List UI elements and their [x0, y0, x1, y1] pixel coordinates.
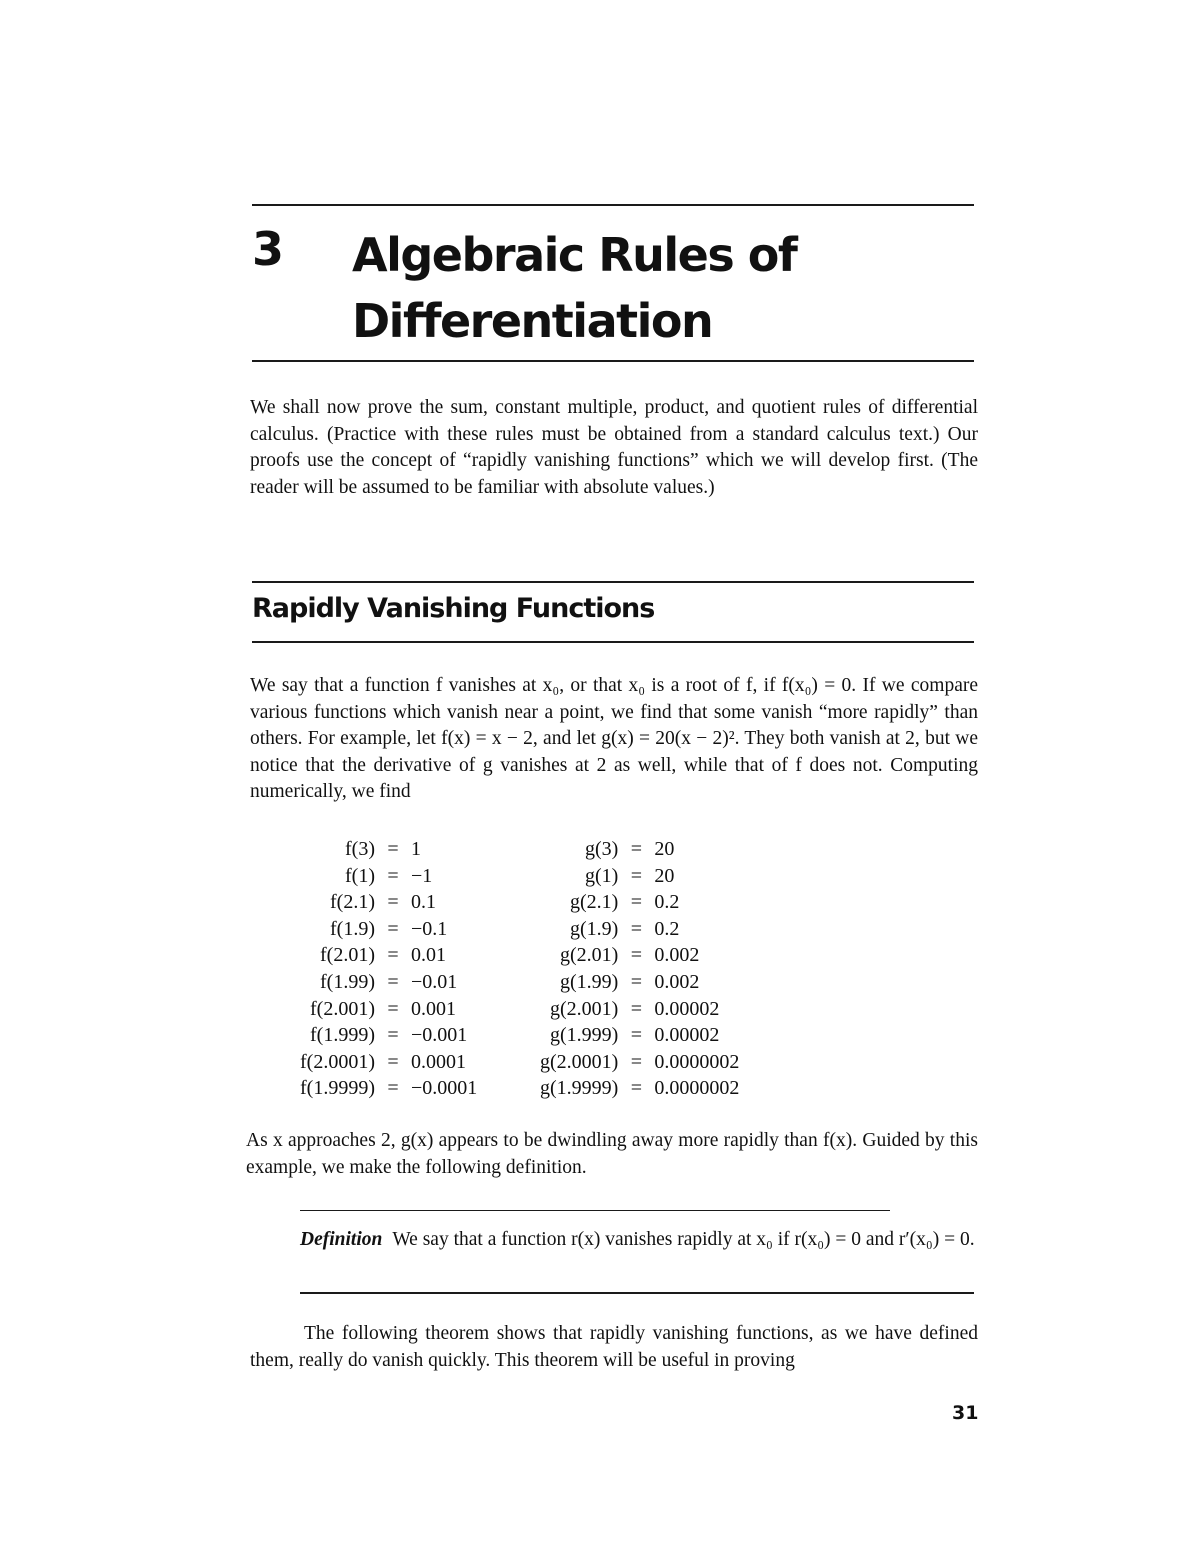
table-row: [300, 836, 477, 863]
table-row: [300, 916, 477, 943]
table-cell-eq: =: [387, 1024, 399, 1047]
table-cell-lhs: g(1.999): [550, 1024, 619, 1047]
table-cell-lhs: f(1.9): [330, 917, 375, 940]
table-cell-eq: =: [387, 838, 399, 860]
table-cell-lhs: f(1.9999): [300, 1077, 375, 1100]
chapter-bottom-rule: [252, 360, 974, 362]
table-cell-rhs: 0.00002: [654, 997, 720, 1020]
section-title: Rapidly Vanishing Functions: [252, 593, 655, 624]
table-cell-rhs: 0.0001: [410, 1050, 466, 1073]
section-top-rule: [252, 581, 974, 583]
table-row: [300, 969, 477, 996]
table-cell-rhs: −0.001: [410, 1024, 468, 1047]
table-cell-lhs: g(1.9999): [540, 1077, 619, 1100]
table-row: [540, 863, 739, 890]
table-cell-rhs: −0.1: [410, 917, 448, 940]
table-cell-lhs: g(1.99): [560, 970, 619, 993]
paragraph-rapidly-vanishing: We say that a function f vanishes at x₀, or that x₀ is a root of f, if f(x₀) = 0. If we compare various functions which vanish near a point, we find that some vanish “more rapidly” than others. For example, let f(x) = x − 2, and let g(x) = 20(x − 2)². They both vanish at 2, but we notice that the derivative of g vanishes at 2 as well, while that of f does not. Computing numerically, we find: [250, 675, 978, 803]
table-cell-rhs: −0.01: [410, 970, 458, 993]
page-number: 31: [952, 1402, 979, 1424]
table-cell-rhs: 0.001: [410, 997, 456, 1020]
table-row: [540, 1022, 739, 1049]
table-cell-rhs: 0.00002: [654, 1024, 720, 1047]
definition-top-rule: [300, 1210, 890, 1211]
chapter-title-line2: Differentiation: [352, 294, 713, 348]
table-row: [540, 836, 739, 863]
table-cell-lhs: f(2.1): [330, 891, 375, 914]
table-cell-rhs: 1: [410, 838, 421, 860]
table-cell-eq: =: [387, 891, 399, 914]
table-cell-rhs: 20: [654, 838, 675, 860]
table-cell-rhs: 0.0000002: [654, 1077, 740, 1100]
table-row: [300, 1049, 477, 1076]
table-row: [540, 889, 739, 916]
table-cell-eq: =: [630, 944, 642, 967]
table-cell-eq: =: [387, 970, 399, 993]
table-cell-eq: =: [630, 891, 642, 914]
table-cell-rhs: 0.002: [654, 970, 700, 993]
table-cell-eq: =: [387, 1050, 399, 1073]
table-row: [300, 889, 477, 916]
table-row: [540, 942, 739, 969]
chapter-top-rule: [252, 204, 974, 206]
table-cell-lhs: f(1): [345, 864, 375, 887]
table-cell-eq: =: [630, 1050, 642, 1073]
table-cell-lhs: g(1): [585, 864, 619, 887]
table-row: [300, 942, 477, 969]
table-cell-lhs: g(3): [585, 838, 619, 860]
definition-box: [300, 1226, 976, 1253]
table-cell-eq: =: [630, 864, 642, 887]
table-cell-lhs: g(2.1): [570, 891, 619, 914]
paragraph-dwindling: As x approaches 2, g(x) appears to be dwindling away more rapidly than f(x). Guided by this example, we make the following definition.: [246, 1130, 978, 1178]
table-row: [540, 1049, 739, 1076]
table-cell-lhs: g(2.001): [550, 997, 619, 1020]
table-cell-lhs: f(2.0001): [300, 1050, 375, 1073]
table-row: [300, 1075, 477, 1102]
table-row: [540, 916, 739, 943]
table-cell-eq: =: [630, 917, 642, 940]
table-cell-lhs: f(1.999): [310, 1024, 375, 1047]
table-cell-rhs: 0.2: [654, 891, 680, 914]
table-cell-rhs: 0.01: [410, 944, 446, 967]
f-values-table: [300, 836, 477, 1102]
table-cell-lhs: f(1.99): [320, 970, 375, 993]
table-cell-rhs: 0.002: [654, 944, 700, 967]
table-cell-eq: =: [387, 944, 399, 967]
table-cell-eq: =: [630, 997, 642, 1020]
g-values-table: [540, 836, 739, 1102]
table-row: [540, 996, 739, 1023]
section-bottom-rule: [252, 641, 974, 643]
table-cell-eq: =: [630, 838, 642, 860]
table-row: [300, 1022, 477, 1049]
table-cell-rhs: −0.0001: [410, 1077, 478, 1100]
table-row: [540, 1075, 739, 1102]
table-cell-rhs: 0.2: [654, 917, 680, 940]
chapter-title: [352, 222, 952, 354]
table-cell-rhs: 0.1: [410, 891, 436, 914]
table-cell-eq: =: [387, 917, 399, 940]
table-cell-lhs: f(2.01): [320, 944, 375, 967]
table-cell-lhs: g(1.9): [570, 917, 619, 940]
table-cell-eq: =: [630, 1077, 642, 1100]
table-row: [300, 863, 477, 890]
table-cell-rhs: 20: [654, 864, 675, 887]
table-cell-rhs: 0.0000002: [654, 1050, 740, 1073]
table-cell-lhs: f(3): [345, 838, 375, 860]
definition-label: Definition: [300, 1229, 383, 1250]
table-cell-eq: =: [387, 864, 399, 887]
intro-paragraph: We shall now prove the sum, constant multiple, product, and quotient rules of differential calculus. (Practice with these rules must be obtained from a standard calculus text.) Our proofs use the concept of “rapidly vanishing functions” which we will develop first. (The reader will be assumed to be familiar with absolute values.): [250, 397, 978, 498]
table-cell-lhs: g(2.01): [560, 944, 619, 967]
table-row: [540, 969, 739, 996]
chapter-number: 3: [252, 222, 284, 276]
table-cell-eq: =: [630, 1024, 642, 1047]
table-cell-rhs: −1: [410, 864, 433, 887]
definition-bottom-rule: [300, 1292, 974, 1294]
table-cell-eq: =: [387, 1077, 399, 1100]
table-cell-lhs: f(2.001): [310, 997, 375, 1020]
chapter-title-line1: Algebraic Rules of: [352, 228, 797, 282]
table-cell-lhs: g(2.0001): [540, 1050, 619, 1073]
table-cell-eq: =: [630, 970, 642, 993]
table-row: [300, 996, 477, 1023]
paragraph-theorem-intro: The following theorem shows that rapidly vanishing functions, as we have defined them, really do vanish quickly. This theorem will be useful in proving: [250, 1323, 978, 1371]
table-cell-eq: =: [387, 997, 399, 1020]
definition-text: We say that a function r(x) vanishes rapidly at x₀ if r(x₀) = 0 and r′(x₀) = 0.: [392, 1229, 975, 1250]
